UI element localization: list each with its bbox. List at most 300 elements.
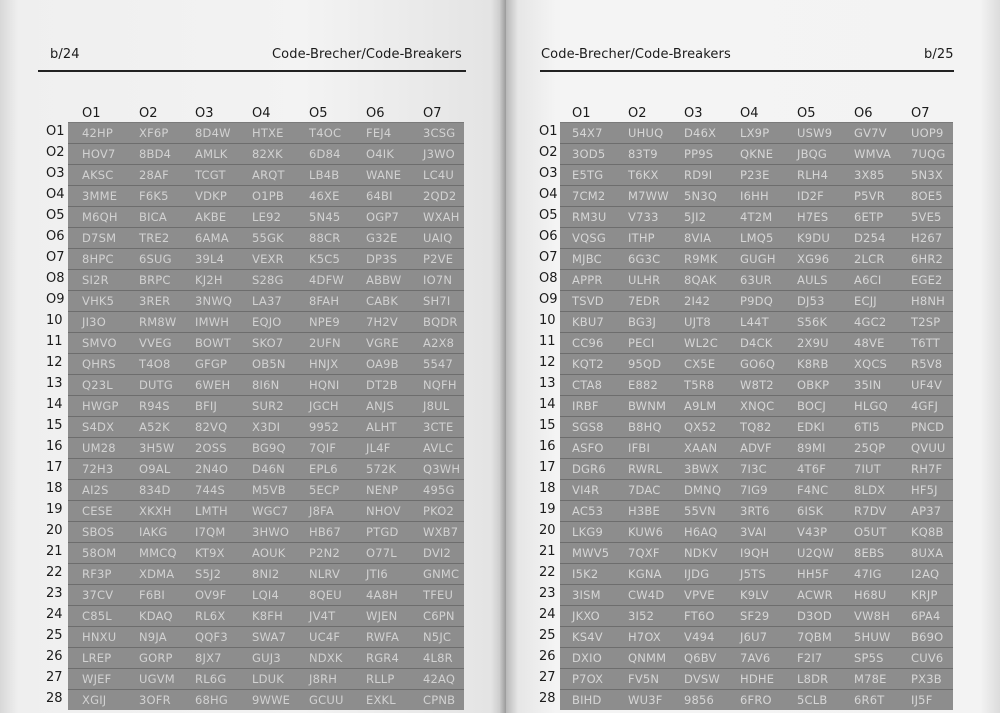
code-cell: 48VE	[854, 336, 885, 350]
code-cell: PP9S	[684, 147, 714, 161]
row-number: 18	[46, 481, 63, 496]
code-cell: D7SM	[82, 231, 117, 245]
code-cell: 6SUG	[139, 252, 172, 266]
column-header: O6	[854, 106, 873, 121]
code-cell: HF5J	[911, 483, 938, 497]
code-cell: F2I7	[797, 651, 823, 665]
code-cell: D46N	[252, 462, 285, 476]
code-cell: 7EDR	[628, 294, 661, 308]
code-cell: TSVD	[572, 294, 604, 308]
code-cell: OA9B	[366, 357, 399, 371]
code-cell: 63UR	[740, 273, 772, 287]
code-cell: BOCJ	[797, 399, 826, 413]
code-cell: QQF3	[195, 630, 228, 644]
code-cell: QVUU	[911, 441, 946, 455]
code-cell: D4CK	[740, 336, 773, 350]
code-cell: SF29	[740, 609, 770, 623]
code-cell: B8HQ	[628, 420, 662, 434]
code-cell: O4IK	[366, 147, 395, 161]
code-cell: NDKV	[684, 546, 718, 560]
code-cell: 3X85	[854, 168, 885, 182]
code-cell: 3VAI	[740, 525, 767, 539]
code-cell: WJEN	[366, 609, 398, 623]
code-cell: O1PB	[252, 189, 284, 203]
code-cell: IAKG	[139, 525, 168, 539]
left-column-headers	[0, 106, 506, 122]
code-cell: AC53	[572, 504, 604, 518]
row-number: 26	[46, 649, 63, 664]
code-cell: GNMC	[423, 567, 460, 581]
code-cell: 8D4W	[195, 126, 231, 140]
row-number: O8	[539, 271, 558, 286]
code-cell: 55GK	[252, 231, 284, 245]
code-cell: A9LM	[684, 399, 717, 413]
row-number: 17	[539, 460, 556, 475]
code-cell: 7QIF	[309, 441, 337, 455]
table-row	[560, 122, 953, 144]
code-cell: P2VE	[423, 252, 454, 266]
code-cell: JGCH	[309, 399, 339, 413]
left-page-number: b/24	[50, 47, 80, 62]
table-row	[560, 668, 953, 690]
code-cell: N5JC	[423, 630, 452, 644]
table-row	[68, 374, 464, 396]
code-cell: 28AF	[139, 168, 169, 182]
table-row	[560, 689, 953, 711]
code-cell: 3I52	[628, 609, 655, 623]
code-cell: NLRV	[309, 567, 341, 581]
code-cell: 72H3	[82, 462, 114, 476]
row-number: O2	[539, 145, 558, 160]
code-cell: SWA7	[252, 630, 287, 644]
code-cell: NDXK	[309, 651, 343, 665]
code-cell: LMQ5	[740, 231, 774, 245]
code-cell: AOUK	[252, 546, 286, 560]
row-number: 22	[46, 565, 63, 580]
code-cell: 54X7	[572, 126, 603, 140]
table-row	[68, 143, 464, 165]
code-cell: 7H2V	[366, 315, 398, 329]
row-number: O7	[46, 250, 65, 265]
code-cell: 7I3C	[740, 462, 767, 476]
code-cell: UAIQ	[423, 231, 453, 245]
code-cell: KS4V	[572, 630, 603, 644]
row-number: 25	[539, 628, 556, 643]
code-cell: I6HH	[740, 189, 769, 203]
code-cell: R7DV	[854, 504, 887, 518]
row-number: 16	[46, 439, 63, 454]
code-cell: WMVA	[854, 147, 892, 161]
table-row	[68, 500, 464, 522]
code-cell: O5UT	[854, 525, 887, 539]
code-cell: 495G	[423, 483, 455, 497]
code-cell: NPE9	[309, 315, 340, 329]
code-cell: QX52	[684, 420, 717, 434]
code-cell: KRJP	[911, 588, 938, 602]
code-cell: 5N3X	[911, 168, 943, 182]
code-cell: J5TS	[740, 567, 766, 581]
code-cell: 4GFJ	[911, 399, 939, 413]
code-cell: JKXO	[572, 609, 600, 623]
code-cell: 6ISK	[797, 504, 824, 518]
code-cell: 5HUW	[854, 630, 891, 644]
code-cell: CUV6	[911, 651, 944, 665]
code-cell: NENP	[366, 483, 399, 497]
table-row	[68, 416, 464, 438]
code-cell: 7IG9	[740, 483, 768, 497]
code-cell: 42AQ	[423, 672, 456, 686]
code-cell: RM8W	[139, 315, 177, 329]
code-cell: 46XE	[309, 189, 340, 203]
table-row	[68, 311, 464, 333]
row-number: 19	[46, 502, 63, 517]
right-page-title: Code-Brecher/Code-Breakers	[541, 47, 731, 62]
code-cell: 8FAH	[309, 294, 340, 308]
code-cell: UF4V	[911, 378, 943, 392]
code-cell: PTGD	[366, 525, 399, 539]
table-row	[68, 563, 464, 585]
column-header: O5	[309, 106, 328, 121]
code-cell: 8LDX	[854, 483, 886, 497]
code-cell: JBQG	[797, 147, 828, 161]
table-row	[560, 563, 953, 585]
code-cell: TQ82	[740, 420, 772, 434]
code-cell: V494	[684, 630, 715, 644]
code-cell: P2N2	[309, 546, 340, 560]
code-cell: L44T	[740, 315, 769, 329]
code-cell: 5CLB	[797, 693, 828, 707]
code-cell: J8RH	[309, 672, 338, 686]
code-cell: XDMA	[139, 567, 175, 581]
code-cell: KDAQ	[139, 609, 173, 623]
code-cell: WGC7	[252, 504, 289, 518]
code-cell: 5N3Q	[684, 189, 718, 203]
code-cell: BG9Q	[252, 441, 286, 455]
column-header: O1	[82, 106, 101, 121]
code-cell: 6ETP	[854, 210, 884, 224]
code-cell: 25QP	[854, 441, 886, 455]
code-cell: LB4B	[309, 168, 340, 182]
code-cell: RL6X	[195, 609, 226, 623]
code-cell: 8EBS	[854, 546, 885, 560]
column-header: O3	[684, 106, 703, 121]
code-cell: XNQC	[740, 399, 775, 413]
code-cell: OBKP	[797, 378, 830, 392]
code-cell: HOV7	[82, 147, 116, 161]
code-cell: RF3P	[82, 567, 112, 581]
code-cell: P23E	[740, 168, 770, 182]
code-cell: DJ53	[797, 294, 825, 308]
code-cell: KQT2	[572, 357, 604, 371]
code-cell: J8UL	[423, 399, 450, 413]
code-cell: LQI4	[252, 588, 279, 602]
code-cell: DT2B	[366, 378, 398, 392]
row-number: 10	[46, 313, 63, 328]
code-cell: ECJJ	[854, 294, 877, 308]
table-row	[560, 479, 953, 501]
code-cell: Q3WH	[423, 462, 461, 476]
code-cell: DVSW	[684, 672, 720, 686]
code-cell: P9DQ	[740, 294, 773, 308]
code-cell: 8QAK	[684, 273, 717, 287]
code-cell: G32E	[366, 231, 398, 245]
code-cell: VW8H	[854, 609, 891, 623]
code-cell: M5VB	[252, 483, 286, 497]
code-cell: 4DFW	[309, 273, 344, 287]
table-row	[560, 290, 953, 312]
code-cell: NHOV	[366, 504, 401, 518]
row-number: O6	[46, 229, 65, 244]
table-row	[68, 164, 464, 186]
code-cell: K9DU	[797, 231, 830, 245]
code-cell: JTI6	[366, 567, 388, 581]
column-header: O3	[195, 106, 214, 121]
row-number: O4	[46, 187, 65, 202]
code-cell: J6U7	[740, 630, 768, 644]
table-row	[560, 458, 953, 480]
table-row	[560, 605, 953, 627]
table-row	[68, 458, 464, 480]
code-cell: RL6G	[195, 672, 227, 686]
table-row	[68, 395, 464, 417]
code-cell: 7IUT	[854, 462, 881, 476]
code-cell: WL2C	[684, 336, 718, 350]
code-cell: A2X8	[423, 336, 455, 350]
code-cell: 2N4O	[195, 462, 229, 476]
row-number: 15	[46, 418, 63, 433]
code-cell: GCUU	[309, 693, 344, 707]
code-cell: U2QW	[797, 546, 834, 560]
code-cell: XQCS	[854, 357, 888, 371]
table-row	[560, 269, 953, 291]
code-cell: H7OX	[628, 630, 661, 644]
code-cell: 6D84	[309, 147, 341, 161]
code-cell: 89MI	[797, 441, 826, 455]
code-cell: JV4T	[309, 609, 336, 623]
code-cell: RD9I	[684, 168, 713, 182]
table-row	[68, 122, 464, 144]
code-cell: QKNE	[740, 147, 774, 161]
table-row	[560, 626, 953, 648]
code-cell: 3NWQ	[195, 294, 233, 308]
code-cell: SKO7	[252, 336, 284, 350]
code-cell: 5547	[423, 357, 454, 371]
code-cell: 6R6T	[854, 693, 885, 707]
code-cell: R5V8	[911, 357, 943, 371]
code-cell: PX3B	[911, 672, 942, 686]
code-cell: IJDG	[684, 567, 710, 581]
code-cell: R94S	[139, 399, 170, 413]
column-header: O2	[139, 106, 158, 121]
code-cell: 8JX7	[195, 651, 222, 665]
code-cell: ULHR	[628, 273, 661, 287]
table-row	[560, 164, 953, 186]
code-cell: KUW6	[628, 525, 664, 539]
code-cell: EPL6	[309, 462, 338, 476]
code-cell: T4OC	[309, 126, 342, 140]
code-cell: 37CV	[82, 588, 114, 602]
table-row	[68, 332, 464, 354]
row-number: 13	[539, 376, 556, 391]
code-cell: 42HP	[82, 126, 114, 140]
table-row	[68, 353, 464, 375]
code-cell: 3RER	[139, 294, 171, 308]
row-number: O9	[539, 292, 558, 307]
code-cell: UOP9	[911, 126, 944, 140]
row-number: O3	[46, 166, 65, 181]
table-row	[560, 521, 953, 543]
row-number: 12	[46, 355, 63, 370]
code-cell: IMWH	[195, 315, 230, 329]
column-header: O7	[423, 106, 442, 121]
code-cell: LDUK	[252, 672, 285, 686]
row-number: O7	[539, 250, 558, 265]
code-cell: DUTG	[139, 378, 174, 392]
code-cell: BOWT	[195, 336, 231, 350]
code-cell: UHUQ	[628, 126, 664, 140]
code-cell: 82VQ	[195, 420, 228, 434]
code-cell: RWFA	[366, 630, 400, 644]
code-cell: T6KX	[628, 168, 659, 182]
code-cell: 3CTE	[423, 420, 454, 434]
code-cell: 7UQG	[911, 147, 946, 161]
code-cell: IJ5F	[911, 693, 933, 707]
code-cell: VEXR	[252, 252, 284, 266]
table-row	[560, 227, 953, 249]
code-cell: T6TT	[911, 336, 940, 350]
code-cell: JL4F	[366, 441, 391, 455]
code-cell: 4T2M	[740, 210, 773, 224]
code-cell: AULS	[797, 273, 828, 287]
code-cell: RGR4	[366, 651, 400, 665]
table-row	[68, 521, 464, 543]
code-cell: 68HG	[195, 693, 228, 707]
row-number: 13	[46, 376, 63, 391]
table-row	[560, 311, 953, 333]
code-cell: O9AL	[139, 462, 171, 476]
row-number: 27	[46, 670, 63, 685]
code-cell: OB5N	[252, 357, 286, 371]
row-number: 12	[539, 355, 556, 370]
left-header-rule	[38, 70, 466, 72]
code-cell: S28G	[252, 273, 284, 287]
code-cell: T4O8	[139, 357, 171, 371]
code-cell: 2OSS	[195, 441, 227, 455]
code-cell: 834D	[139, 483, 171, 497]
code-cell: 8HPC	[82, 252, 114, 266]
table-row	[68, 479, 464, 501]
row-number: 24	[46, 607, 63, 622]
row-number: 28	[539, 691, 556, 706]
code-cell: BWNM	[628, 399, 667, 413]
code-cell: KGNA	[628, 567, 662, 581]
code-cell: BRPC	[139, 273, 171, 287]
row-number: 20	[46, 523, 63, 538]
code-cell: SGS8	[572, 420, 604, 434]
table-row	[560, 500, 953, 522]
code-cell: 3H5W	[139, 441, 175, 455]
code-cell: XGIJ	[82, 693, 107, 707]
code-cell: 3CSG	[423, 126, 456, 140]
code-cell: H68U	[854, 588, 887, 602]
code-cell: AI2S	[82, 483, 109, 497]
code-cell: DGR6	[572, 462, 606, 476]
code-cell: LX9P	[740, 126, 770, 140]
code-cell: 8QEU	[309, 588, 342, 602]
code-cell: M6QH	[82, 210, 118, 224]
code-cell: 3OFR	[139, 693, 171, 707]
code-cell: OV9F	[195, 588, 227, 602]
code-cell: A6CI	[854, 273, 882, 287]
code-cell: HDHE	[740, 672, 775, 686]
code-cell: KT9X	[195, 546, 225, 560]
code-cell: RM3U	[572, 210, 607, 224]
code-cell: ID2F	[797, 189, 824, 203]
code-cell: S5J2	[195, 567, 222, 581]
code-cell: 95QD	[628, 357, 662, 371]
code-cell: PKO2	[423, 504, 455, 518]
code-cell: NQFH	[423, 378, 457, 392]
code-cell: H8NH	[911, 294, 946, 308]
column-header: O4	[740, 106, 759, 121]
code-cell: PECI	[628, 336, 655, 350]
code-cell: IFBI	[628, 441, 651, 455]
code-cell: P7OX	[572, 672, 604, 686]
code-cell: 7QXF	[628, 546, 660, 560]
code-cell: VVEG	[139, 336, 172, 350]
code-cell: 6WEH	[195, 378, 231, 392]
code-cell: C85L	[82, 609, 112, 623]
code-cell: W8T2	[740, 378, 774, 392]
row-number: 21	[539, 544, 556, 559]
code-cell: V43P	[797, 525, 828, 539]
code-cell: 4A8H	[366, 588, 398, 602]
table-row	[560, 416, 953, 438]
code-cell: 7QBM	[797, 630, 832, 644]
code-cell: GUGH	[740, 252, 776, 266]
row-number: O1	[46, 124, 65, 139]
right-header-rule	[540, 70, 954, 72]
code-grid	[68, 122, 464, 710]
code-cell: SBOS	[82, 525, 115, 539]
table-row	[68, 248, 464, 270]
code-cell: KBU7	[572, 315, 604, 329]
row-number: 19	[539, 502, 556, 517]
code-cell: 58OM	[82, 546, 117, 560]
row-number: 18	[539, 481, 556, 496]
code-cell: AKSC	[82, 168, 114, 182]
code-cell: FEJ4	[366, 126, 392, 140]
code-cell: HB67	[309, 525, 341, 539]
code-cell: F6BI	[139, 588, 166, 602]
code-cell: CW4D	[628, 588, 665, 602]
code-cell: RLH4	[797, 168, 829, 182]
row-number: 14	[539, 397, 556, 412]
code-cell: Q23L	[82, 378, 113, 392]
code-cell: TFEU	[423, 588, 454, 602]
table-row	[68, 206, 464, 228]
code-cell: F6K5	[139, 189, 169, 203]
row-number: 20	[539, 523, 556, 538]
code-cell: T5R8	[684, 378, 715, 392]
code-cell: 7DAC	[628, 483, 661, 497]
row-number: O3	[539, 166, 558, 181]
code-cell: CC96	[572, 336, 604, 350]
table-row	[560, 647, 953, 669]
code-cell: M7WW	[628, 189, 669, 203]
code-cell: E882	[628, 378, 659, 392]
table-row	[560, 374, 953, 396]
